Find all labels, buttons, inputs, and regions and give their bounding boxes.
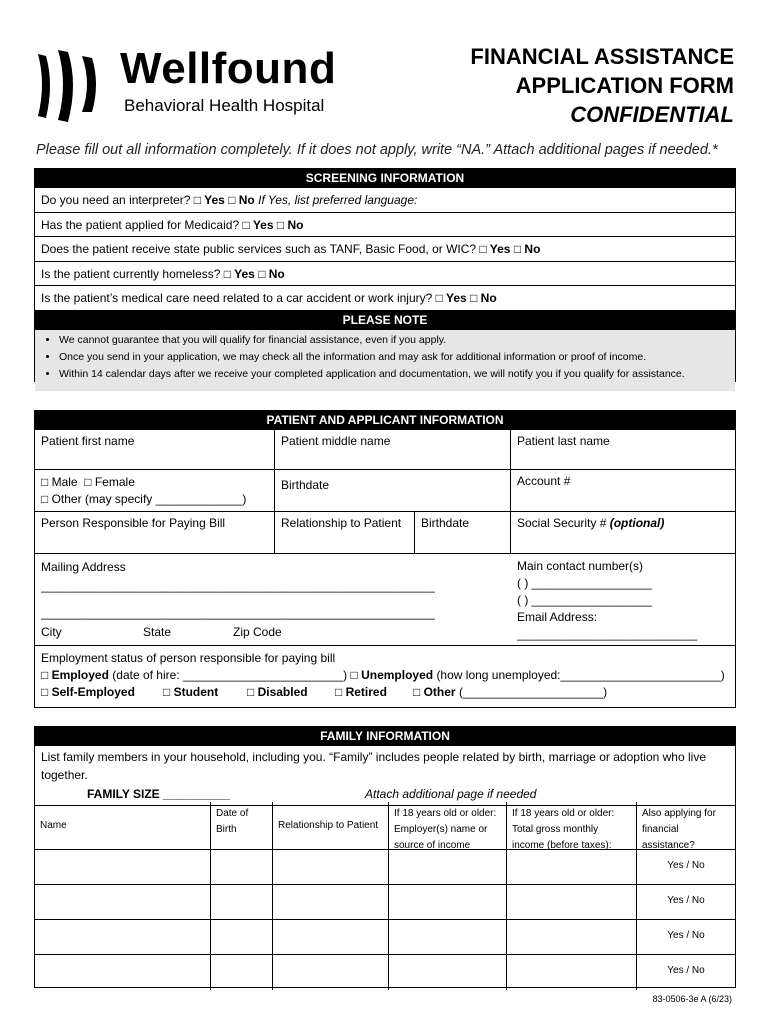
sex-field <box>35 470 275 512</box>
email-line: ___________________________ <box>517 627 698 641</box>
responsible-label: Person Responsible for Paying Bill <box>41 516 226 530</box>
question-homeless <box>35 262 735 287</box>
intro-text: Please fill out all information completely. If it does not apply, write “NA.” Attach additional pages if needed.* <box>36 142 718 158</box>
family-row-cell[interactable] <box>211 885 273 920</box>
question-interpreter <box>35 188 735 213</box>
q-homeless-label: Is the patient currently homeless? <box>41 266 221 281</box>
city-label: City <box>41 625 62 639</box>
other-employment-checkbox[interactable]: □ Other <box>413 685 456 699</box>
family-heading: FAMILY INFORMATION <box>35 727 735 746</box>
interpreter-note: If Yes, list preferred language: <box>258 193 418 207</box>
birthdate-label: Birthdate <box>281 478 330 492</box>
form-number: 83-0506-3e A (6/23) <box>652 994 732 1004</box>
ssn-label: Social Security # <box>517 516 607 530</box>
medicaid-no[interactable]: □ No <box>276 217 304 232</box>
title-confidential: CONFIDENTIAL <box>570 102 734 127</box>
note-item: • Once you send in your application, we may check all the information and may ask for additional information or proof of income. <box>59 351 729 364</box>
family-applying-cell[interactable]: Yes / No <box>637 850 735 885</box>
unemployed-checkbox[interactable]: □ Unemployed <box>350 668 434 682</box>
student-checkbox[interactable]: □ Student <box>163 685 219 699</box>
family-applying-cell[interactable]: Yes / No <box>637 920 735 955</box>
state-label: State <box>143 625 172 639</box>
employed-checkbox[interactable]: □ Employed <box>41 668 109 682</box>
contact-label: Main contact number(s) <box>517 559 644 573</box>
family-size-field[interactable]: FAMILY SIZE __________ <box>87 787 230 801</box>
col-applying <box>637 802 735 850</box>
family-row-cell[interactable] <box>507 885 637 920</box>
family-row-cell[interactable] <box>211 920 273 955</box>
question-state-services <box>35 237 735 262</box>
contact-field[interactable] <box>511 554 735 646</box>
family-row-cell[interactable] <box>507 955 637 990</box>
family-applying-cell[interactable]: Yes / No <box>667 965 705 976</box>
interpreter-yes[interactable]: □ Yes <box>193 193 225 207</box>
note-item: • Within 14 calendar days after we receive your completed application and documentation, we will notify you if you qualify for assistance. <box>59 368 729 381</box>
ssn-field[interactable] <box>511 512 735 554</box>
other-employment-line: (_____________________) <box>458 685 608 699</box>
male-checkbox[interactable]: □ Male <box>41 475 78 489</box>
note-item: • We cannot guarantee that you will qualify for financial assistance, even if you apply. <box>59 334 729 347</box>
accident-yes[interactable]: □ Yes <box>435 291 467 305</box>
employment-field <box>35 646 735 707</box>
family-row-cell[interactable] <box>35 920 211 955</box>
family-row-cell[interactable] <box>211 850 273 885</box>
family-section <box>34 726 736 988</box>
brand-subtitle: Behavioral Health Hospital <box>124 96 325 115</box>
services-no[interactable]: □ No <box>513 242 541 256</box>
relationship-label: Relationship to Patient <box>281 516 402 530</box>
question-accident <box>35 286 735 311</box>
col-income <box>507 802 637 850</box>
phone-line-1: ( ) __________________ <box>517 576 652 590</box>
self-employed-checkbox[interactable]: □ Self-Employed <box>41 685 135 699</box>
mailing-label: Mailing Address <box>41 560 126 574</box>
col-relationship-label: Relationship to Patient <box>278 820 379 831</box>
patient-heading: PATIENT AND APPLICANT INFORMATION <box>35 411 735 430</box>
account-label: Account # <box>517 474 571 488</box>
first-name-field[interactable] <box>35 430 275 470</box>
col-name <box>35 802 211 850</box>
screening-section <box>34 168 736 382</box>
q-medicaid-label: Has the patient applied for Medicaid? <box>41 217 240 232</box>
ssn-optional: (optional) <box>609 516 665 530</box>
screening-heading: SCREENING INFORMATION <box>35 169 735 188</box>
family-row-cell[interactable] <box>273 850 389 885</box>
family-description: List family members in your household, including you. “Family” includes people related by birth, marriage or adoption who live together. <box>41 750 706 782</box>
col-relationship <box>273 802 389 850</box>
title-line-1: FINANCIAL ASSISTANCE <box>470 44 734 69</box>
family-row-cell[interactable] <box>389 850 507 885</box>
family-row-cell[interactable] <box>35 850 211 885</box>
family-row-cell[interactable] <box>211 955 273 990</box>
medicaid-yes[interactable]: □ Yes <box>242 217 274 232</box>
family-row-cell[interactable] <box>389 955 507 990</box>
form-title <box>470 42 734 129</box>
please-note-heading: PLEASE NOTE <box>35 311 735 330</box>
logo-icon <box>36 46 106 122</box>
first-name-label: Patient first name <box>41 434 135 448</box>
title-line-2: APPLICATION FORM <box>515 73 734 98</box>
family-row-cell[interactable] <box>273 920 389 955</box>
birthdate2-field[interactable] <box>415 512 511 554</box>
attach-note: Attach additional page if needed <box>365 787 537 801</box>
brand-name: Wellfound <box>120 44 337 93</box>
homeless-no[interactable]: □ No <box>258 266 285 281</box>
employment-label: Employment status of person responsible for paying bill <box>41 651 336 665</box>
mailing-address-field[interactable] <box>35 554 511 646</box>
q-accident-label: Is the patient’s medical care need related to a car accident or work injury? <box>41 291 433 305</box>
family-row-cell[interactable] <box>507 920 637 955</box>
col-dob-label: Date of Birth <box>216 808 249 835</box>
family-row-cell[interactable] <box>507 850 637 885</box>
retired-checkbox[interactable]: □ Retired <box>335 685 387 699</box>
last-name-field[interactable] <box>511 430 735 470</box>
col-income-label: If 18 years old or older: Total gross monthly income (before taxes): <box>512 808 615 851</box>
address-line-2: ___________________________________________________________ <box>41 606 435 620</box>
address-line-1: ___________________________________________________________ <box>41 579 435 593</box>
col-name-label: Name <box>40 820 67 831</box>
female-checkbox[interactable]: □ Female <box>84 475 135 489</box>
zip-label: Zip Code <box>233 625 282 639</box>
q-services-label: Does the patient receive state public services such as TANF, Basic Food, or WIC? <box>41 242 477 256</box>
last-name-label: Patient last name <box>517 434 610 448</box>
col-employer-label: If 18 years old or older: Employer(s) name or source of income <box>394 808 497 851</box>
middle-name-label: Patient middle name <box>281 434 391 448</box>
interpreter-no[interactable]: □ No <box>228 193 255 207</box>
family-applying-cell[interactable]: Yes / No <box>637 885 735 920</box>
disabled-checkbox[interactable]: □ Disabled <box>247 685 308 699</box>
phone-line-2: ( ) __________________ <box>517 593 652 607</box>
q-interpreter-label: Do you need an interpreter? <box>41 193 191 207</box>
family-table <box>35 802 735 989</box>
family-row-cell[interactable] <box>273 885 389 920</box>
family-row-cell[interactable] <box>389 920 507 955</box>
employed-date: (date of hire: ________________________) <box>112 668 348 682</box>
family-row-cell[interactable] <box>389 885 507 920</box>
birthdate-field[interactable] <box>275 470 511 512</box>
accident-no[interactable]: □ No <box>470 291 497 305</box>
col-dob <box>211 802 273 850</box>
relationship-field[interactable] <box>275 512 415 554</box>
birthdate2-label: Birthdate <box>421 516 470 530</box>
middle-name-field[interactable] <box>275 430 511 470</box>
col-employer <box>389 802 507 850</box>
services-yes[interactable]: □ Yes <box>479 242 511 256</box>
family-row-cell[interactable] <box>35 885 211 920</box>
account-field[interactable] <box>511 470 735 512</box>
homeless-yes[interactable]: □ Yes <box>223 266 255 281</box>
email-label: Email Address: <box>517 610 598 624</box>
col-applying-label: Also applying for financial assistance? <box>642 808 716 851</box>
patient-section <box>34 410 736 708</box>
other-sex-checkbox[interactable]: □ Other (may specify _____________) <box>41 492 247 506</box>
unemployed-duration: (how long unemployed:________________________) <box>436 668 725 682</box>
family-row-cell[interactable] <box>35 955 211 990</box>
family-row-cell[interactable] <box>273 955 389 990</box>
question-medicaid <box>35 213 735 238</box>
responsible-field[interactable] <box>35 512 275 554</box>
please-note-list <box>35 330 735 391</box>
